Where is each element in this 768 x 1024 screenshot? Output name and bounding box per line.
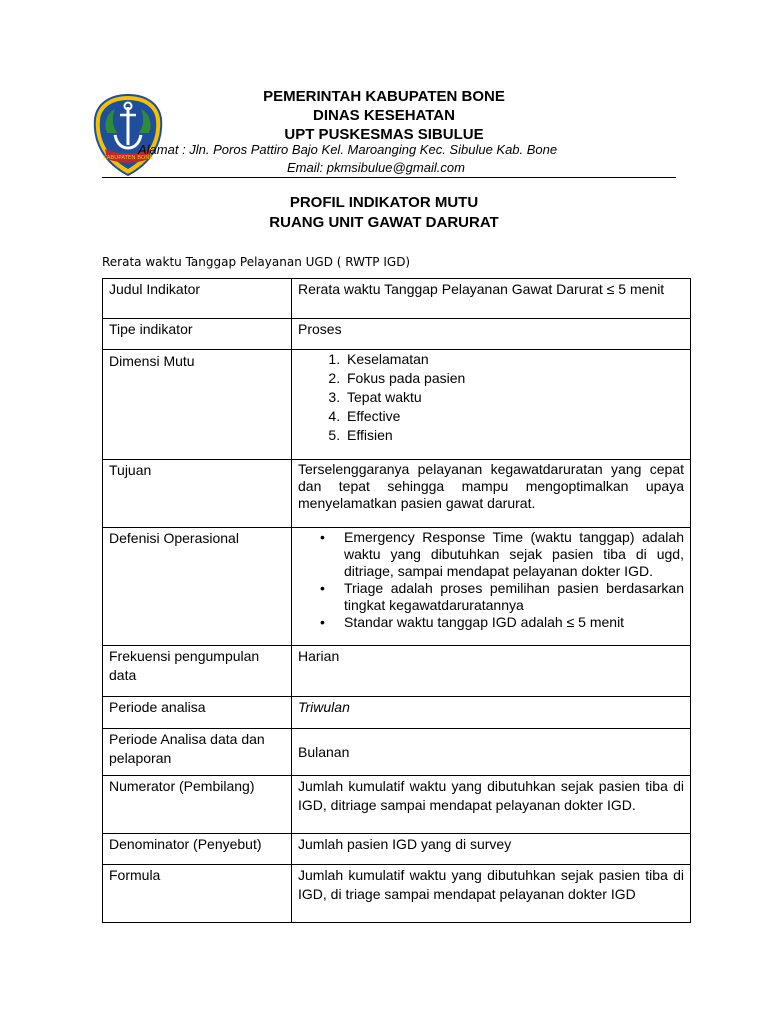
letterhead-address: Alamat : Jln. Poros Pattiro Bajo Kel. Maroanging Kec. Sibulue Kab. Bone — [138, 142, 558, 157]
table-row — [103, 646, 691, 697]
row-label: Periode analisa — [103, 697, 292, 729]
row-label: Tujuan — [103, 460, 292, 528]
row-label: Frekuensi pengumpulan data — [103, 646, 292, 697]
row-value: Rerata waktu Tanggap Pelayanan Gawat Darurat ≤ 5 menit — [292, 279, 691, 319]
table-row — [103, 350, 691, 460]
row-value: Jumlah pasien IGD yang di survey — [292, 834, 691, 865]
row-value — [292, 528, 691, 646]
row-label: Defenisi Operasional — [103, 528, 292, 646]
table-row — [103, 697, 691, 729]
row-value: Jumlah kumulatif waktu yang dibutuhkan sejak pasien tiba di IGD, di triage sampai mendapat pelayanan dokter IGD — [292, 865, 691, 923]
row-label: Numerator (Pembilang) — [103, 776, 292, 834]
row-value: Harian — [292, 646, 691, 697]
document-subtitle: RUANG UNIT GAWAT DARURAT — [269, 214, 499, 231]
row-value: Triwulan — [292, 697, 691, 729]
table-row — [103, 460, 691, 528]
row-value: Proses — [292, 319, 691, 350]
bullet-icon: • — [320, 529, 325, 545]
table-row — [103, 729, 691, 776]
document-title: PROFIL INDIKATOR MUTU — [289, 194, 479, 211]
table-row — [103, 319, 691, 350]
row-value: Bulanan — [292, 729, 691, 776]
letterhead-department: DINAS KESEHATAN — [313, 107, 455, 124]
row-label: Tipe indikator — [103, 319, 292, 350]
table-row — [103, 279, 691, 319]
list-item: • Standar waktu tanggap IGD adalah ≤ 5 menit — [320, 614, 625, 630]
bullet-icon: • — [320, 614, 325, 630]
letterhead-email: Email: pkmsibulue@gmail.com — [287, 160, 465, 175]
row-label: Periode Analisa data dan pelaporan — [103, 729, 292, 776]
row-value: Terselenggaranya pelayanan kegawatdaruratan yang cepat dan tepat sehingga mampu mengoptimalkan upaya menyelamatkan pasien gawat darurat. — [292, 460, 691, 528]
list-item: 2. Fokus pada pasien — [344, 369, 684, 388]
list-item: • Triage adalah proses pemilihan pasien berdasarkan tingkat kegawatdaruratannya — [320, 580, 684, 613]
list-item: 5. Effisien — [344, 426, 684, 445]
row-label: Judul Indikator — [103, 279, 292, 319]
table-row — [103, 776, 691, 834]
table-row — [103, 528, 691, 646]
letterhead-government: PEMERINTAH KABUPATEN BONE — [263, 88, 505, 105]
row-label: Formula — [103, 865, 292, 923]
svg-text:KABUPATEN BONE: KABUPATEN BONE — [103, 155, 153, 161]
list-item: 1. Keselamatan — [344, 350, 684, 369]
row-label: Dimensi Mutu — [103, 350, 292, 460]
list-item: • Emergency Response Time (waktu tanggap) adalah waktu yang dibutuhkan sejak pasien tiba di ugd, ditriage, sampai mendapat pelayanan dokter IGD. — [320, 529, 684, 579]
table-row — [103, 834, 691, 865]
row-value: Jumlah kumulatif waktu yang dibutuhkan sejak pasien tiba di IGD, ditriage sampai mendapat pelayanan dokter IGD. — [292, 776, 691, 834]
row-label: Denominator (Penyebut) — [103, 834, 292, 865]
list-item: 4. Effective — [344, 407, 684, 426]
table-row — [103, 865, 691, 923]
bullet-icon: • — [320, 580, 325, 596]
row-value — [292, 350, 691, 460]
letterhead-divider — [102, 177, 676, 178]
definition-list — [298, 529, 684, 631]
indicator-profile-table — [102, 278, 691, 923]
list-item: 3. Tepat waktu — [344, 388, 684, 407]
indicator-intro: Rerata waktu Tanggap Pelayanan UGD ( RWTP IGD) — [102, 255, 411, 269]
quality-dimension-list — [298, 350, 684, 445]
letterhead-unit: UPT PUSKESMAS SIBULUE — [284, 126, 484, 143]
